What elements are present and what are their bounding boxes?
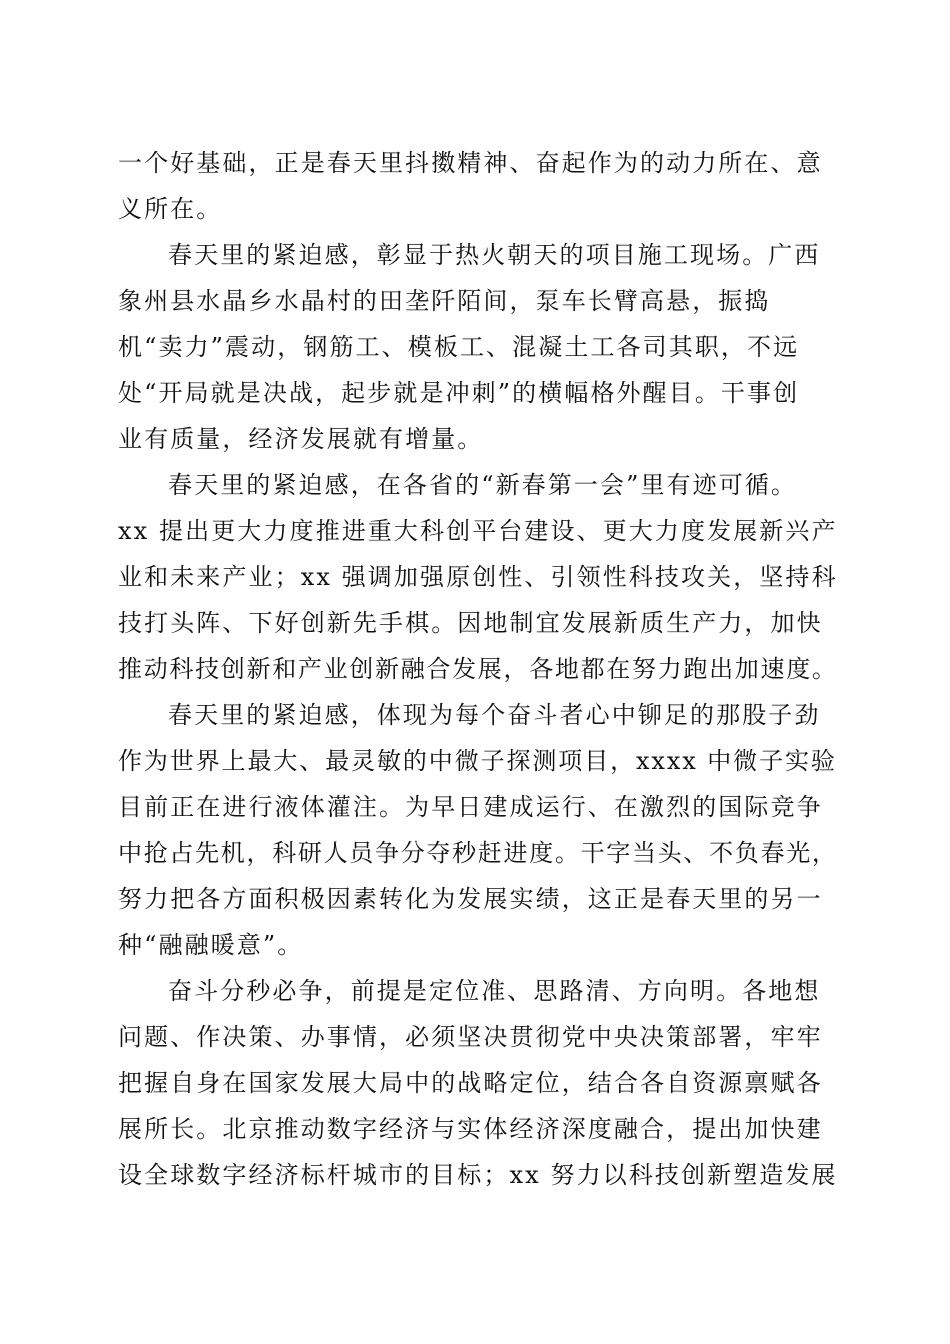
paragraph-first-line: 春天里的紧迫感，彰显于热火朝天的项目施工现场。广西 <box>168 241 821 269</box>
text-line: 中抢占先机，科研人员争分夺秒赶进度。干字当头、不负春光， <box>118 839 838 867</box>
paragraph-first-line: 春天里的紧迫感，在各省的“新春第一会”里有迹可循。 <box>168 471 798 499</box>
text-line: 机“卖力”震动，钢筋工、模板工、混凝土工各司其职，不远 <box>118 333 800 361</box>
paragraph-first-line: 春天里的紧迫感，体现为每个奋斗者心中铆足的那股子劲 <box>168 701 821 729</box>
text-line: 象州县水晶乡水晶村的田垄阡陌间，泵车长臂高悬，振捣 <box>118 287 771 315</box>
text-line: 设全球数字经济标杆城市的目标；xx 努力以科技创新塑造发展 <box>118 1161 838 1189</box>
text-line: 把握自身在国家发展大局中的战略定位，结合各自资源禀赋各 <box>118 1069 823 1097</box>
text-line: 业和未来产业；xx 强调加强原创性、引领性科技攻关，坚持科 <box>118 563 838 591</box>
text-line: xx 提出更大力度推进重大科创平台建设、更大力度发展新兴产 <box>118 517 838 545</box>
text-line: 义所在。 <box>118 195 223 223</box>
paragraph-first-line: 奋斗分秒必争，前提是定位准、思路清、方向明。各地想 <box>168 977 821 1005</box>
text-line: 展所长。北京推动数字经济与实体经济深度融合，提出加快建 <box>118 1115 823 1143</box>
text-line: 努力把各方面积极因素转化为发展实绩，这正是春天里的另一 <box>118 885 823 913</box>
text-line: 作为世界上最大、最灵敏的中微子探测项目，xxxx 中微子实验 <box>118 747 837 775</box>
text-line: 业有质量，经济发展就有增量。 <box>118 425 484 453</box>
text-line: 目前正在进行液体灌注。为早日建成运行、在激烈的国际竞争 <box>118 793 823 821</box>
text-line: 推动科技创新和产业创新融合发展，各地都在努力跑出加速度。 <box>118 655 838 683</box>
text-line: 问题、作决策、办事情，必须坚决贯彻党中央决策部署，牢牢 <box>118 1023 823 1051</box>
text-line: 技打头阵、下好创新先手棋。因地制宜发展新质生产力，加快 <box>118 609 823 637</box>
text-line: 一个好基础，正是春天里抖擞精神、奋起作为的动力所在、意 <box>118 149 823 177</box>
text-line: 处“开局就是决战，起步就是冲刺”的横幅格外醒目。干事创 <box>118 379 800 407</box>
text-line: 种“融融暖意”。 <box>118 931 304 959</box>
